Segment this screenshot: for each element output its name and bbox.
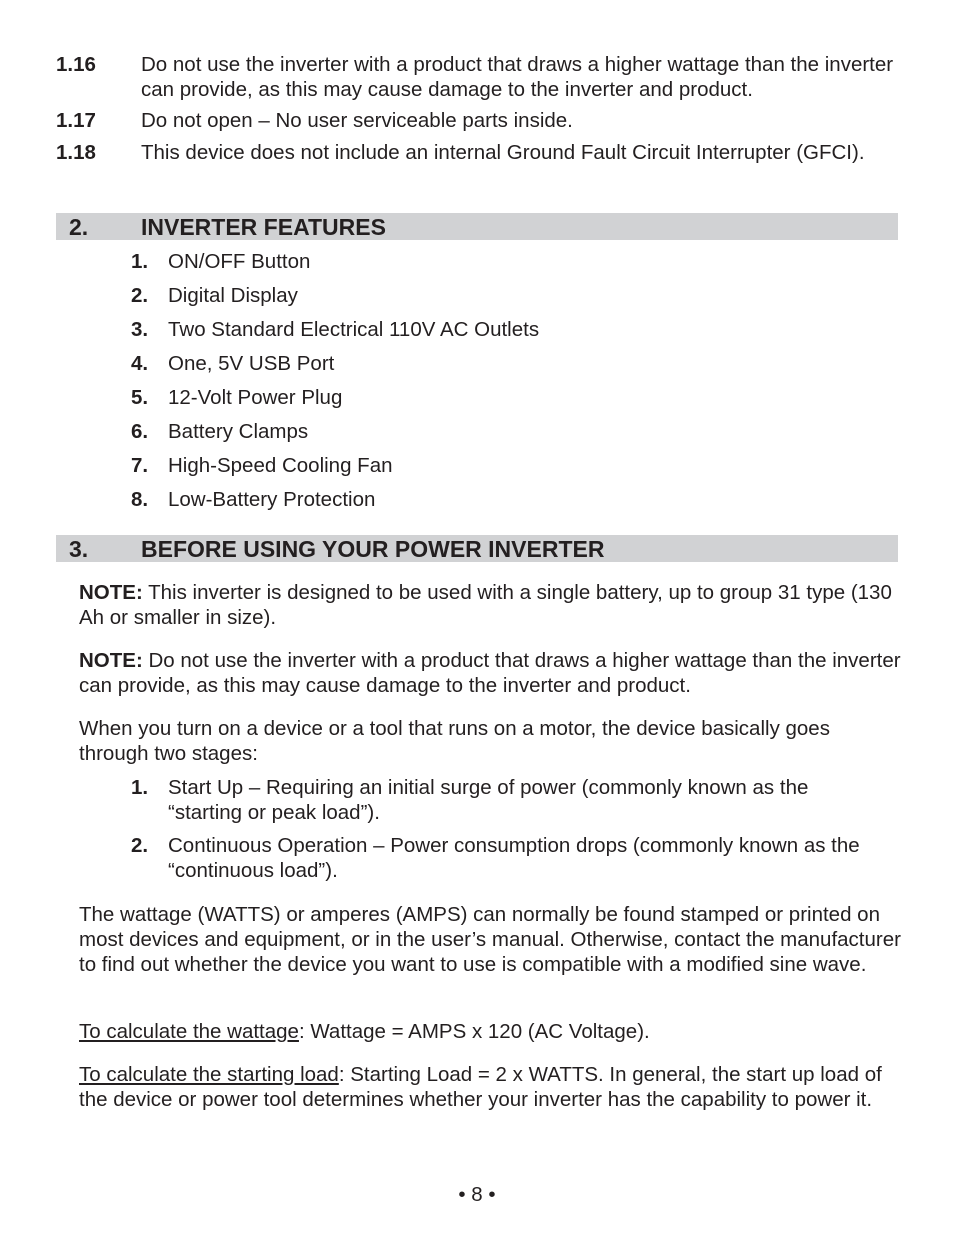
stage-text: Continuous Operation – Power consumption drops (commonly known as the “continuous load”). [168, 834, 860, 882]
feature-text: Two Standard Electrical 110V AC Outlets [168, 318, 540, 341]
section-heading-before-using [56, 535, 898, 562]
safety-item-number: 1.16 [56, 53, 96, 76]
safety-item-text: Do not use the inverter with a product that draws a higher wattage than the inverter can provide, as this may cause damage to the inverter and product. [141, 53, 894, 101]
note-paragraph [79, 580, 901, 630]
feature-number: 4. [131, 352, 149, 375]
note-label: NOTE: [79, 649, 143, 672]
page-number: • 8 • [458, 1183, 496, 1206]
intro-paragraph: When you turn on a device or a tool that runs on a motor, the device basically goes through two stages: [79, 717, 830, 765]
feature-number: 3. [131, 318, 149, 341]
feature-text: 12-Volt Power Plug [168, 386, 343, 409]
calc-wattage-paragraph [79, 1019, 901, 1044]
safety-item-number: 1.18 [56, 141, 96, 164]
feature-item [0, 351, 954, 376]
feature-item [0, 419, 954, 444]
stage-number: 1. [131, 776, 149, 799]
calc-wattage-label: To calculate the wattage [79, 1020, 299, 1043]
feature-text: Battery Clamps [168, 420, 309, 443]
section-heading-inverter-features [56, 213, 898, 240]
section-title: BEFORE USING YOUR POWER INVERTER [141, 536, 605, 562]
section-number: 2. [69, 214, 89, 240]
note-text: This inverter is designed to be used with a single battery, up to group 31 type (130 Ah or smaller in size). [79, 581, 892, 629]
feature-item [0, 317, 954, 342]
safety-item-text: Do not open – No user serviceable parts inside. [141, 109, 573, 132]
feature-text: High-Speed Cooling Fan [168, 454, 393, 477]
wattage-paragraph: The wattage (WATTS) or amperes (AMPS) can normally be found stamped or printed on most devices and equipment, or in the user’s manual. Otherwise, contact the manufacturer to find out whether the device you want to use is compatible with a modified sine wave. [79, 903, 901, 976]
calc-starting-load-label: To calculate the starting load [79, 1063, 339, 1086]
section-number: 3. [69, 536, 89, 562]
feature-text: One, 5V USB Port [168, 352, 335, 375]
feature-number: 6. [131, 420, 149, 443]
feature-text: Low-Battery Protection [168, 488, 376, 511]
stage-number: 2. [131, 834, 149, 857]
feature-item [0, 283, 954, 308]
note-label: NOTE: [79, 581, 143, 604]
safety-item-text: This device does not include an internal Ground Fault Circuit Interrupter (GFCI). [141, 141, 865, 164]
feature-number: 8. [131, 488, 149, 511]
calc-starting-load-paragraph [79, 1062, 901, 1112]
note-paragraph [79, 648, 901, 698]
feature-number: 5. [131, 386, 149, 409]
calc-starting-load-text: : Starting Load = 2 x WATTS. In general, the start up load of the device or power tool determines whether your inverter has the capability to power it. [79, 1063, 882, 1111]
calc-wattage-formula: : Wattage = AMPS x 120 (AC Voltage). [298, 1020, 650, 1043]
safety-item-number: 1.17 [56, 109, 96, 132]
feature-number: 1. [131, 250, 149, 273]
feature-item [0, 249, 954, 274]
feature-number: 2. [131, 284, 149, 307]
note-text: Do not use the inverter with a product that draws a higher wattage than the inverter can provide, as this may cause damage to the inverter and product. [79, 649, 901, 697]
feature-item [0, 453, 954, 478]
feature-item [0, 487, 954, 512]
feature-text: ON/OFF Button [168, 250, 311, 273]
feature-item [0, 385, 954, 410]
feature-text: Digital Display [168, 284, 298, 307]
feature-number: 7. [131, 454, 149, 477]
section-title: INVERTER FEATURES [141, 214, 386, 240]
stage-text: Start Up – Requiring an initial surge of power (commonly known as the “starting or peak load”). [168, 776, 809, 824]
